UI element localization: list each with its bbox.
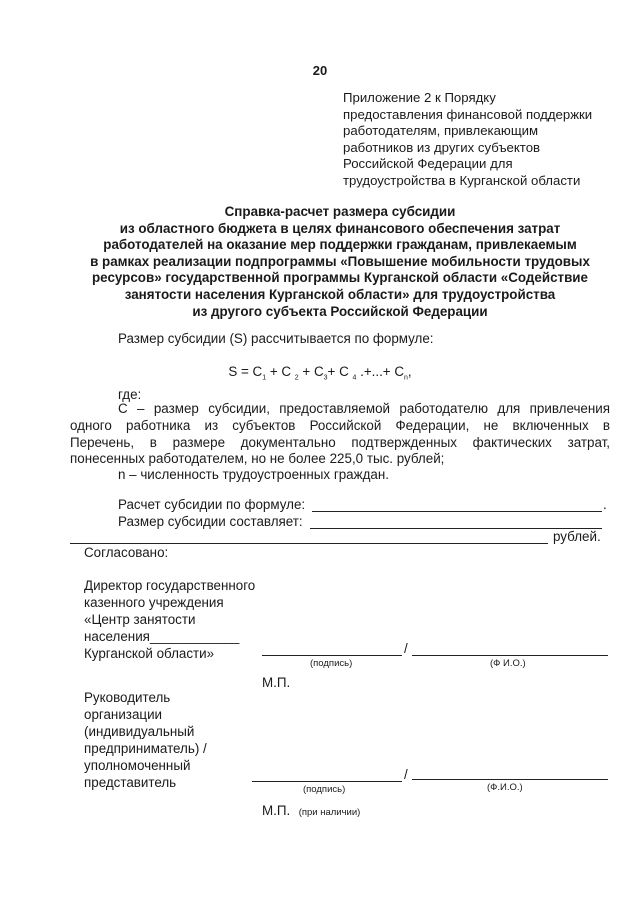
n-definition: n – численность трудоустроенных граждан.	[118, 467, 389, 482]
calc-input-line[interactable]	[312, 511, 602, 512]
head-fio-line[interactable]	[412, 779, 608, 780]
amount-input-line-2[interactable]	[70, 543, 548, 544]
head-line: предприниматель) /	[84, 741, 207, 756]
director-line: населения____________	[84, 629, 240, 644]
formula-part: ,	[407, 364, 412, 379]
formula-intro: Размер субсидии (S) рассчитывается по формуле:	[118, 331, 434, 346]
appendix-line: предоставления финансовой поддержки	[343, 106, 593, 122]
formula-part: S = C	[228, 364, 263, 379]
calc-label: Расчет субсидии по формуле:	[118, 497, 306, 512]
title-line: из другого субъекта Российской Федерации	[192, 303, 488, 319]
head-line: уполномоченный	[84, 758, 191, 773]
director-line: «Центр занятости	[84, 612, 196, 627]
seal-mark: М.П.	[262, 675, 291, 690]
title-line: Справка-расчет размера субсидии	[224, 204, 456, 219]
page-number: 20	[312, 63, 328, 78]
title-line: из областного бюджета в целях финансового обеспечения затрат	[119, 220, 561, 236]
head-signature-line[interactable]	[252, 781, 402, 782]
head-line: (индивидуальный	[84, 724, 195, 739]
formula-part: + C	[298, 364, 324, 379]
formula-part: + C	[266, 364, 295, 379]
document-title	[40, 204, 640, 320]
slash: /	[404, 641, 408, 656]
definition-line: С – размер субсидии, предоставляемой работодателю для привлечения	[118, 401, 610, 416]
formula-subscript: 2	[294, 374, 299, 382]
signature-caption: (подпись)	[303, 784, 346, 795]
seal-mark-label: М.П.	[262, 803, 291, 818]
formula-subscript: 4	[352, 374, 357, 382]
director-block	[84, 577, 255, 662]
agreed-label: Согласовано:	[84, 545, 169, 560]
director-fio-line[interactable]	[412, 655, 608, 656]
title-line: работодателей на оказание мер поддержки гражданам, привлекаемым	[103, 237, 577, 253]
calc-end: .	[603, 497, 607, 512]
fio-caption: (Ф.И.О.)	[487, 782, 523, 793]
definition-line: одного работника из субъектов Российской Федерации, не включенных в	[70, 417, 610, 433]
appendix-line: трудоустройства в Курганской области	[343, 172, 581, 188]
title-line: в рамках реализации подпрограммы «Повышение мобильности трудовых	[90, 253, 590, 269]
head-line: представитель	[84, 775, 177, 790]
fio-caption: (Ф И.О.)	[490, 658, 526, 669]
formula-subscript: n	[404, 374, 408, 382]
director-line: казенного учреждения	[84, 595, 224, 610]
head-block	[84, 689, 207, 791]
appendix-note	[343, 90, 633, 189]
formula	[0, 364, 640, 382]
director-line: Директор государственного	[84, 578, 256, 593]
formula-subscript: 1	[262, 374, 267, 382]
appendix-line: работников из других субъектов	[343, 139, 541, 155]
title-line: занятости населения Курганской области» для трудоустройства	[124, 286, 556, 302]
title-line: ресурсов» государственной программы Курганской области «Содействие	[92, 270, 588, 286]
where-label: где:	[118, 387, 142, 402]
c-definition	[70, 401, 610, 468]
director-signature-line[interactable]	[262, 655, 402, 656]
signature-caption: (подпись)	[310, 658, 353, 669]
seal-mark-2	[262, 802, 360, 820]
formula-part: .+...+ C	[356, 364, 405, 379]
formula-part: + C	[327, 364, 353, 379]
definition-line: Перечень, в размере документально подтвержденных фактических затрат,	[70, 434, 610, 450]
amount-label: Размер субсидии составляет:	[118, 514, 303, 529]
slash: /	[404, 767, 408, 782]
appendix-line: Российской Федерации для	[343, 156, 513, 171]
appendix-line: Приложение 2 к Порядку	[343, 90, 496, 105]
definition-line: понесенных работодателем, но не более 225,0 тыс. рублей;	[70, 451, 445, 467]
seal-mark-note: (при наличии)	[298, 807, 361, 818]
head-line: организации	[84, 707, 163, 722]
formula-subscript: 3	[323, 374, 328, 382]
appendix-line: работодателям, привлекающим	[343, 123, 539, 138]
director-line: Курганской области»	[84, 646, 215, 661]
head-line: Руководитель	[84, 690, 171, 705]
amount-unit: рублей.	[553, 529, 601, 544]
